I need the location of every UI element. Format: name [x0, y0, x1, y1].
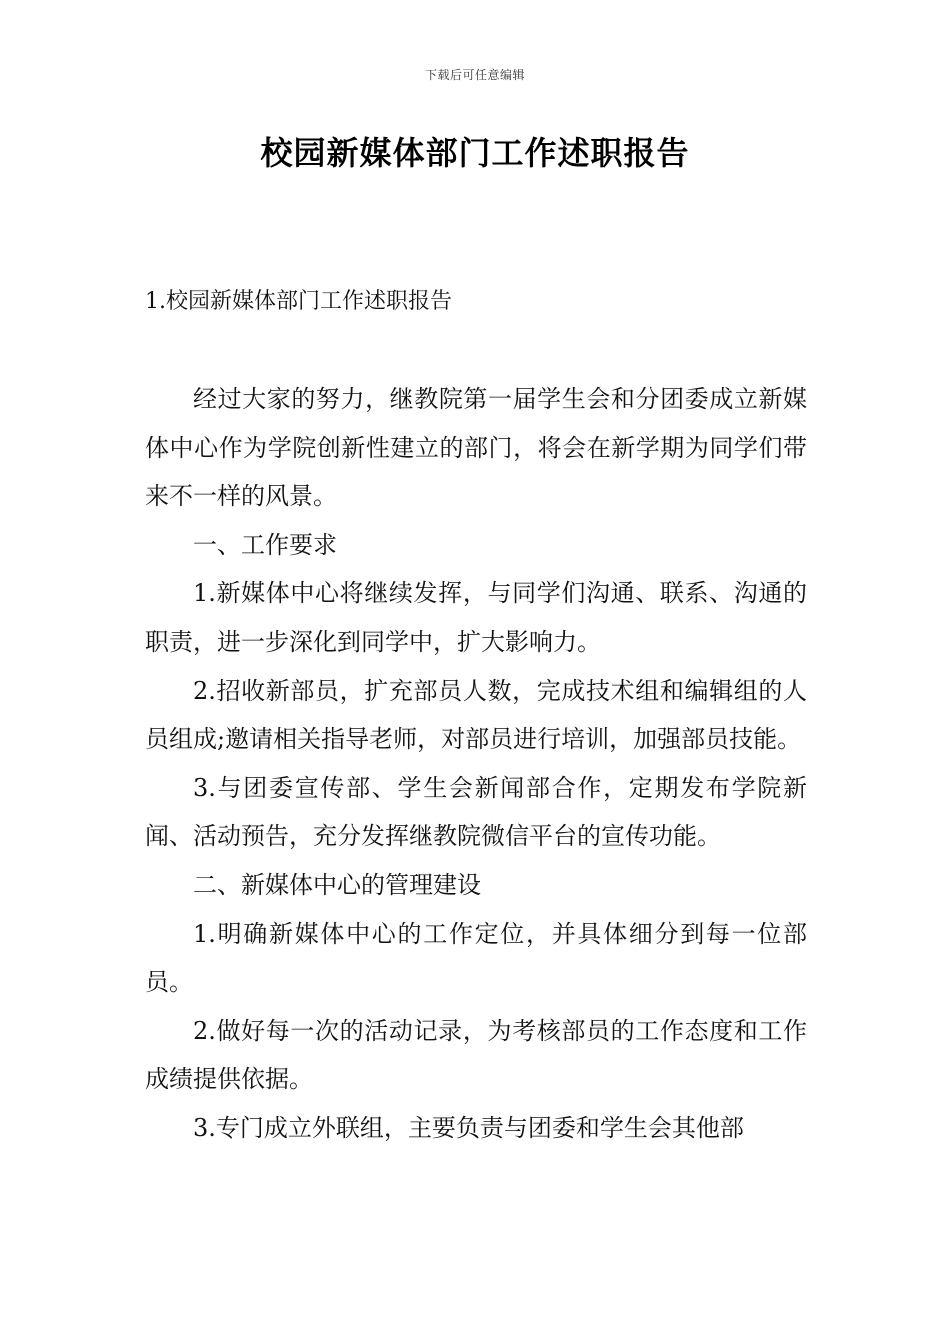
paragraph-item: 3.专门成立外联组，主要负责与团委和学生会其他部 [193, 1113, 744, 1142]
heading-work-requirements: 一、工作要求 [193, 530, 337, 559]
document-title: 校园新媒体部门工作述职报告 [260, 134, 690, 172]
header-note: 下载后可任意编辑 [424, 68, 525, 82]
paragraph-item: 2.做好每一次的活动记录，为考核部员的工作态度和工作成绩提供依据。 [145, 1016, 807, 1094]
paragraph-item: 3.与团委宣传部、学生会新闻部合作，定期发布学院新闻、活动预告，充分发挥继教院微信平台的宣传功能。 [145, 773, 807, 851]
heading-management: 二、新媒体中心的管理建设 [193, 870, 481, 899]
paragraph-item: 1.新媒体中心将继续发挥，与同学们沟通、联系、沟通的职责，进一步深化到同学中，扩大影响力。 [145, 579, 807, 656]
body-text [145, 375, 807, 1153]
paragraph-item: 1.明确新媒体中心的工作定位，并具体细分到每一位部员。 [145, 919, 807, 997]
paragraph-intro: 经过大家的努力，继教院第一届学生会和分团委成立新媒体中心作为学院创新性建立的部门，将会在新学期为同学们带来不一样的风景。 [145, 385, 807, 511]
paragraph-item: 2.招收新部员，扩充部员人数，完成技术组和编辑组的人员组成;邀请相关指导老师，对部员进行培训，加强部员技能。 [145, 676, 807, 754]
section-heading: 1.校园新媒体部门工作述职报告 [145, 289, 452, 314]
